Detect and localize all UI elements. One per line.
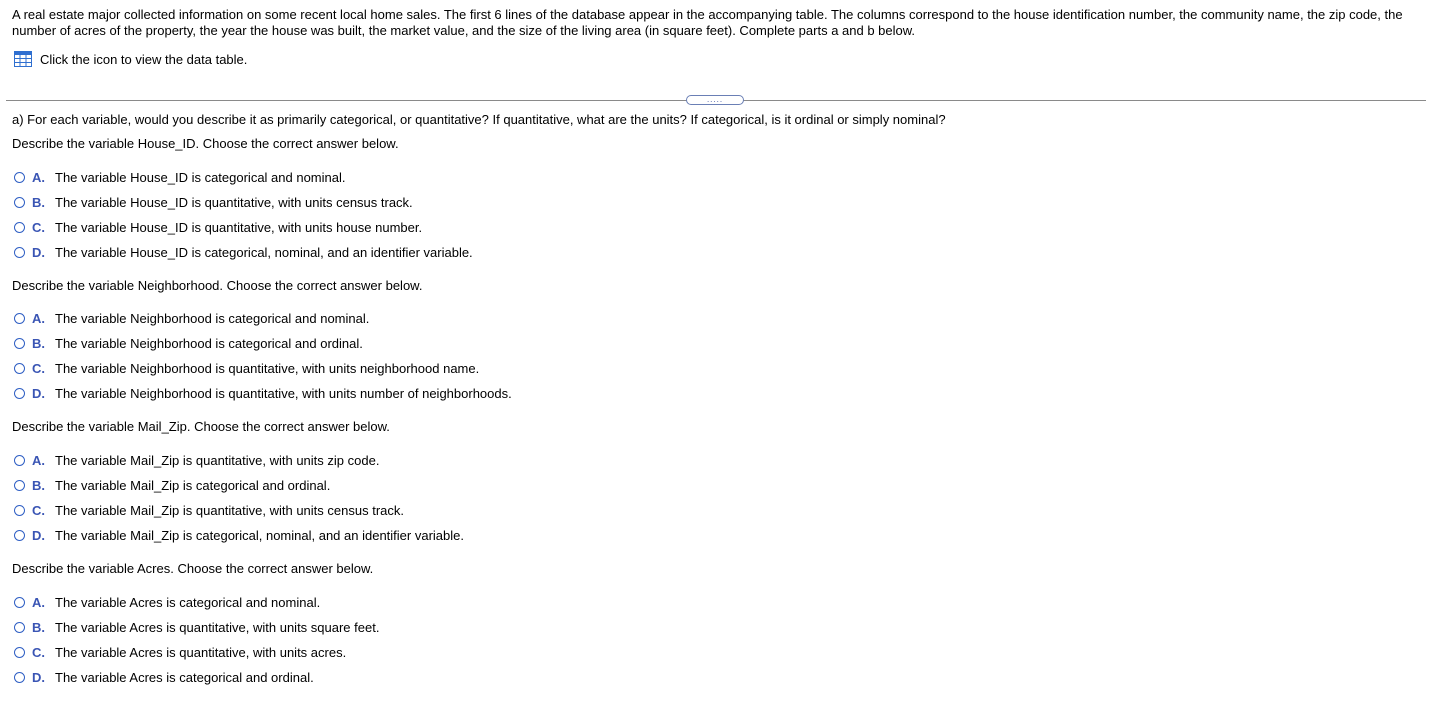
divider-drag-handle[interactable]: .....	[686, 95, 744, 105]
option-text[interactable]: The variable House_ID is categorical and nominal.	[55, 169, 346, 185]
mail-zip-option-a[interactable]	[14, 451, 379, 469]
radio-button[interactable]	[14, 222, 25, 233]
option-letter: B.	[32, 619, 45, 635]
option-letter: D.	[32, 244, 45, 260]
house-id-option-a[interactable]	[14, 168, 346, 186]
option-text[interactable]: The variable House_ID is quantitative, with units census track.	[55, 194, 413, 210]
radio-button[interactable]	[14, 530, 25, 541]
option-text[interactable]: The variable House_ID is categorical, nominal, and an identifier variable.	[55, 244, 473, 260]
option-letter: A.	[32, 310, 45, 326]
radio-button[interactable]	[14, 672, 25, 683]
option-text[interactable]: The variable House_ID is quantitative, with units house number.	[55, 219, 423, 235]
option-letter: D.	[32, 385, 45, 401]
radio-button[interactable]	[14, 363, 25, 374]
radio-button[interactable]	[14, 197, 25, 208]
radio-button[interactable]	[14, 172, 25, 183]
mail-zip-option-c[interactable]	[14, 501, 404, 519]
radio-button[interactable]	[14, 247, 25, 258]
option-text[interactable]: The variable Mail_Zip is categorical, nominal, and an identifier variable.	[55, 527, 464, 543]
acres-option-c[interactable]	[14, 643, 346, 661]
option-text[interactable]: The variable Acres is quantitative, with units acres.	[55, 644, 347, 660]
neighborhood-prompt: Describe the variable Neighborhood. Choose the correct answer below.	[12, 278, 423, 293]
option-text[interactable]: The variable Mail_Zip is quantitative, with units zip code.	[55, 452, 380, 468]
house-id-option-d[interactable]	[14, 243, 473, 261]
neighborhood-option-c[interactable]	[14, 359, 479, 377]
option-text[interactable]: The variable Neighborhood is categorical and ordinal.	[55, 335, 363, 351]
neighborhood-option-d[interactable]	[14, 384, 512, 402]
option-text[interactable]: The variable Acres is quantitative, with units square feet.	[55, 619, 380, 635]
radio-button[interactable]	[14, 455, 25, 466]
option-letter: C.	[32, 219, 45, 235]
neighborhood-option-a[interactable]	[14, 309, 369, 327]
option-letter: C.	[32, 644, 45, 660]
part-a-question: a) For each variable, would you describe it as primarily categorical, or quantitative? If quantitative, what are the units? If categorical, is it ordinal or simply nominal?	[12, 112, 946, 127]
option-letter: D.	[32, 669, 45, 685]
option-letter: B.	[32, 477, 45, 493]
radio-button[interactable]	[14, 388, 25, 399]
house-id-prompt: Describe the variable House_ID. Choose the correct answer below.	[12, 136, 399, 151]
option-letter: A.	[32, 169, 45, 185]
neighborhood-option-b[interactable]	[14, 334, 363, 352]
option-text[interactable]: The variable Mail_Zip is quantitative, with units census track.	[55, 502, 404, 518]
acres-prompt: Describe the variable Acres. Choose the correct answer below.	[12, 561, 374, 576]
option-text[interactable]: The variable Neighborhood is quantitative, with units neighborhood name.	[55, 360, 480, 376]
acres-option-d[interactable]	[14, 668, 314, 686]
radio-button[interactable]	[14, 338, 25, 349]
option-text[interactable]: The variable Mail_Zip is categorical and ordinal.	[55, 477, 331, 493]
data-table-link[interactable]	[14, 51, 247, 67]
mail-zip-option-d[interactable]	[14, 526, 464, 544]
option-text[interactable]: The variable Neighborhood is quantitative, with units number of neighborhoods.	[55, 385, 512, 401]
option-letter: D.	[32, 527, 45, 543]
option-letter: A.	[32, 452, 45, 468]
mail-zip-option-b[interactable]	[14, 476, 330, 494]
house-id-option-b[interactable]	[14, 193, 413, 211]
option-letter: B.	[32, 194, 45, 210]
acres-option-b[interactable]	[14, 618, 379, 636]
radio-button[interactable]	[14, 480, 25, 491]
acres-option-a[interactable]	[14, 593, 320, 611]
option-text[interactable]: The variable Acres is categorical and nominal.	[55, 594, 321, 610]
radio-button[interactable]	[14, 622, 25, 633]
data-table-icon[interactable]	[14, 51, 32, 67]
radio-button[interactable]	[14, 597, 25, 608]
data-table-link-label[interactable]: Click the icon to view the data table.	[40, 51, 248, 67]
option-letter: A.	[32, 594, 45, 610]
radio-button[interactable]	[14, 505, 25, 516]
radio-button[interactable]	[14, 647, 25, 658]
option-text[interactable]: The variable Neighborhood is categorical and nominal.	[55, 310, 370, 326]
option-letter: C.	[32, 502, 45, 518]
house-id-option-c[interactable]	[14, 218, 422, 236]
option-text[interactable]: The variable Acres is categorical and ordinal.	[55, 669, 314, 685]
option-letter: C.	[32, 360, 45, 376]
mail-zip-prompt: Describe the variable Mail_Zip. Choose the correct answer below.	[12, 419, 390, 434]
option-letter: B.	[32, 335, 45, 351]
intro-paragraph: A real estate major collected information on some recent local home sales. The first 6 lines of the database appear in the accompanying table. The columns correspond to the house identification number, the community name, the zip code, the number of acres of the property, the year the house was built, the market value, and the size of the living area (in square feet). Complete parts a and b below.	[12, 7, 1403, 38]
radio-button[interactable]	[14, 313, 25, 324]
